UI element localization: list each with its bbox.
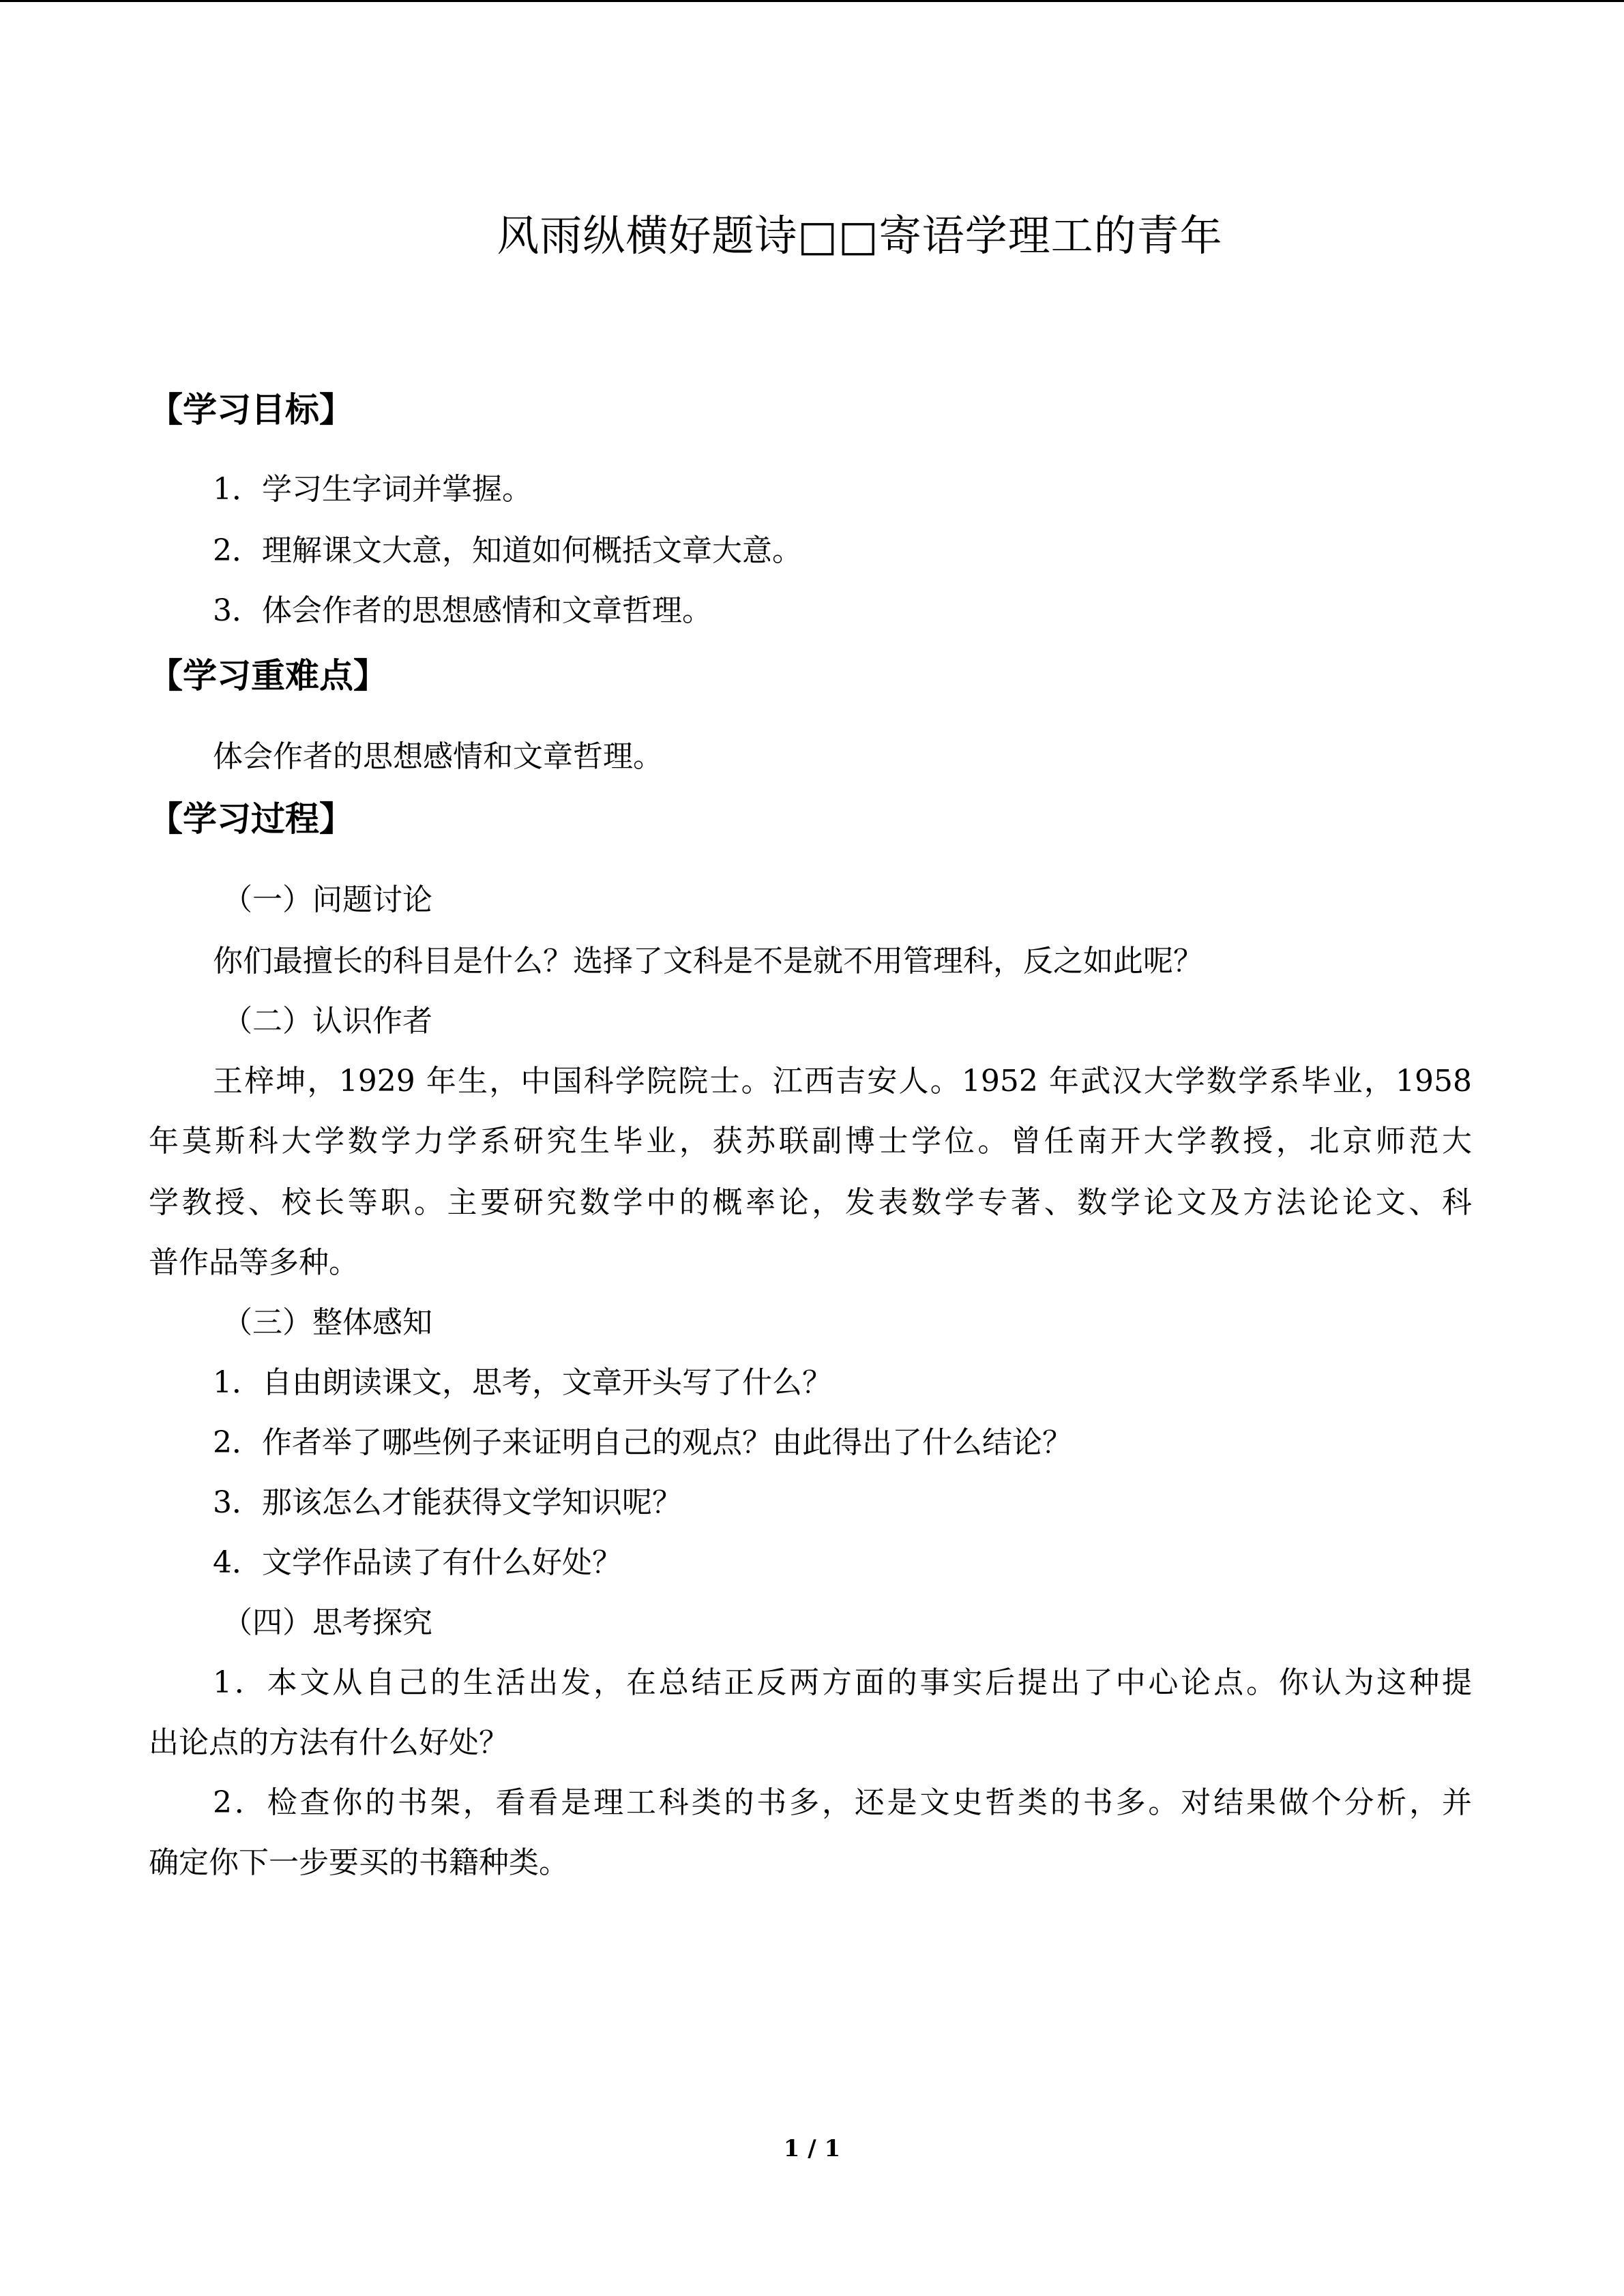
part3-item: 1．自由朗读课文，思考，文章开头写了什么？ [213, 1365, 832, 1400]
part1-text: 你们最擅长的科目是什么？选择了文科是不是就不用管理科，反之如此呢？ [213, 944, 1203, 979]
part3-item: 2．作者举了哪些例子来证明自己的观点？由此得出了什么结论？ [213, 1425, 1072, 1460]
key-points-text: 体会作者的思想感情和文章哲理。 [213, 739, 663, 774]
part4-question-line: 1．本文从自己的生活出发，在总结正反两方面的事实后提出了中心论点。你认为这种提 [213, 1665, 1472, 1700]
objective-item: 1．学习生字词并掌握。 [213, 472, 532, 507]
part3-item: 4．文学作品读了有什么好处？ [213, 1545, 622, 1580]
page-title [0, 209, 1624, 263]
process-heading: 【学习过程】 [149, 799, 353, 839]
part4-question-line: 出论点的方法有什么好处？ [149, 1725, 509, 1760]
part3-item: 3．那该怎么才能获得文学知识呢？ [213, 1485, 682, 1520]
part2-label: （二）认识作者 [222, 1004, 432, 1039]
page-number: 1 / 1 [783, 2135, 841, 2162]
part4-question-line: 2．检查你的书架，看看是理工科类的书多，还是文史哲类的书多。对结果做个分析，并 [213, 1785, 1472, 1820]
objectives-heading: 【学习目标】 [149, 390, 353, 430]
part1-label: （一）问题讨论 [222, 882, 432, 917]
key-points-heading: 【学习重难点】 [149, 656, 387, 696]
objective-item: 3．体会作者的思想感情和文章哲理。 [213, 593, 712, 628]
part4-label: （四）思考探究 [222, 1605, 432, 1640]
part2-paragraph-line: 学教授、校长等职。主要研究数学中的概率论，发表数学专著、数学论文及方法论论文、科 [149, 1185, 1472, 1220]
part2-paragraph-line: 年莫斯科大学数学力学系研究生毕业，获苏联副博士学位。曾任南开大学教授，北京师范大 [149, 1124, 1472, 1159]
page-title-text: 风雨纵横好题诗□□寄语学理工的青年 [497, 211, 1223, 260]
part3-label: （三）整体感知 [222, 1305, 432, 1340]
part4-question-line: 确定你下一步要买的书籍种类。 [149, 1845, 569, 1880]
part2-paragraph-line: 普作品等多种。 [149, 1245, 359, 1280]
part2-paragraph-line: 王梓坤，1929 年生，中国科学院院士。江西吉安人。1952 年武汉大学数学系毕业，1958 [213, 1064, 1472, 1099]
objective-item: 2．理解课文大意，知道如何概括文章大意。 [213, 533, 802, 568]
